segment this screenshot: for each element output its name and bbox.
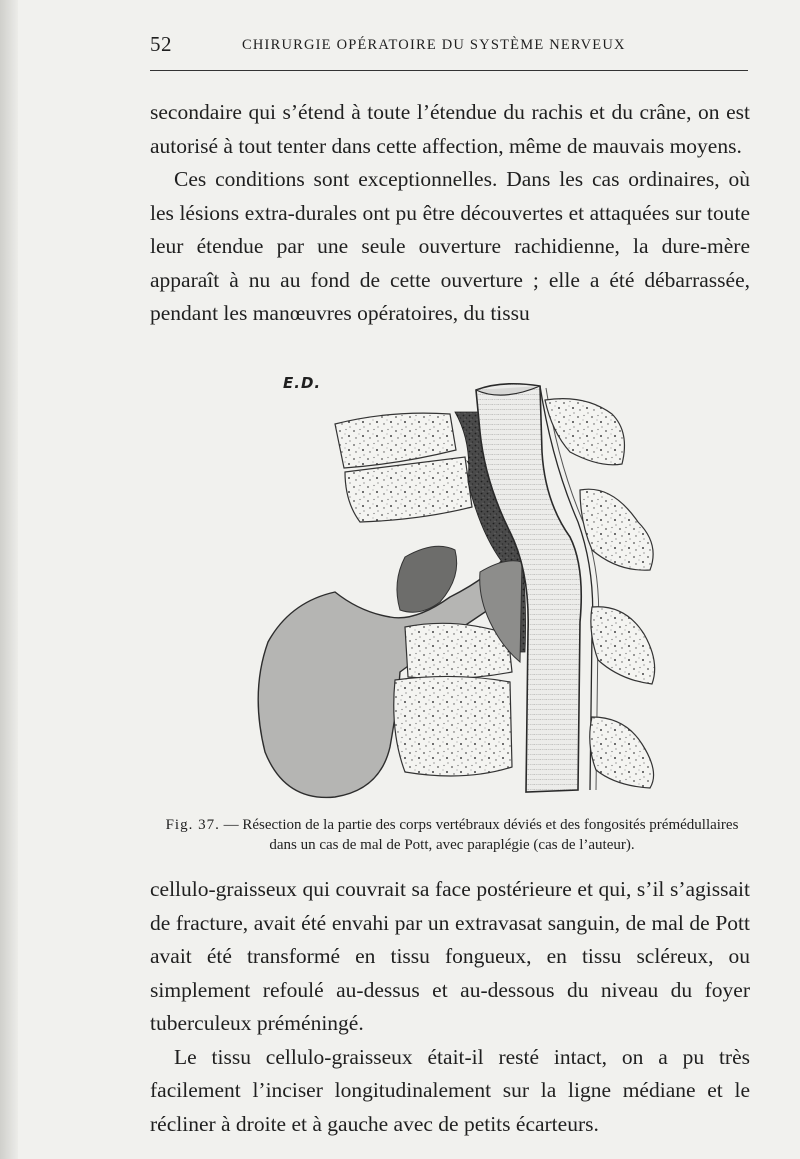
page-edge-shadow — [0, 0, 18, 1159]
body-text-bottom — [150, 873, 750, 1141]
body-text-top — [150, 96, 750, 331]
paragraph-continued: secondaire qui s’étend à toute l’étendue du rachis et du crâne, on est autorisé à tout tenter dans cette affection, même de mauvais moyens. — [150, 100, 750, 158]
running-title: CHIRURGIE OPÉRATOIRE DU SYSTÈME NERVEUX — [242, 37, 626, 53]
page-number: 52 — [150, 32, 172, 56]
paragraph: Ces conditions sont exceptionnelles. Dans les cas ordinaires, où les lésions extra-durales ont pu être découvertes et attaquées sur toute leur étendue par une seule ouverture rachidienne, la dure-mère apparaît à nu au fond de cette ouverture ; elle a été débarrassée, pendant les manœuvres opératoires, du tissu — [150, 167, 750, 325]
anatomical-illustration — [240, 372, 670, 807]
paragraph: Le tissu cellulo-graisseux était-il resté intact, on a pu très facilement l’inciser longitudinalement sur la ligne médiane et le récliner à droite et à gauche avec de petits écarteurs. — [150, 1044, 750, 1136]
figure-caption-text: — Résection de la partie des corps vertébraux déviés et des fongosités prémédullaires dans un cas de mal de Pott, avec paraplégie (cas de l’auteur). — [223, 817, 739, 853]
page-header — [150, 32, 748, 62]
paragraph-continued: cellulo-graisseux qui couvrait sa face postérieure et qui, s’il s’agissait de fracture, avait été envahi par un extravasat sanguin, de mal de Pott avait été transformé en tissu fongueux, en tissu scléreux, ou simplement refoulé au-dessus et au-dessous du niveau du foyer tuberculeux préméningé. — [150, 877, 750, 1035]
header-rule — [150, 70, 748, 71]
figure-caption — [152, 815, 752, 855]
artist-initials: E.D. — [283, 374, 322, 392]
spine-resection-drawing — [240, 372, 670, 807]
figure-label: Fig. 37. — [165, 817, 220, 833]
